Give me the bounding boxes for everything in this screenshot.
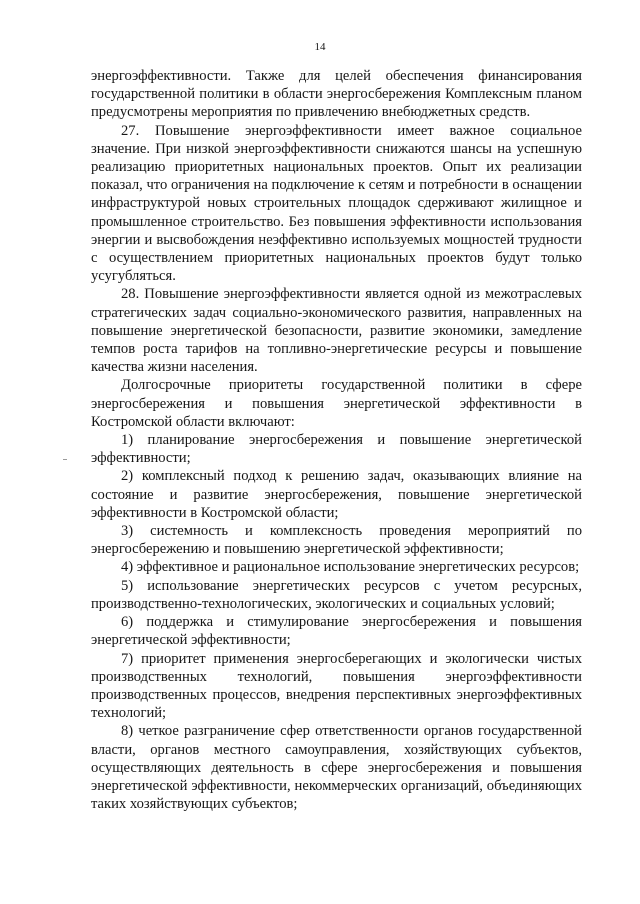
- list-item-5: 5) использование энергетических ресурсов с учетом ресурсных, производственно-технологических, экологических и социальных условий;: [91, 577, 582, 612]
- paragraph-27: 27. Повышение энергоэффективности имеет важное социальное значение. При низкой энергоэффективности снижаются шансы на успешную реализацию приоритетных национальных проектов. Опыт их реализации показал, что ограничения на подключение к сетям и потребности в оснащении инфраструктурой новых строительных площадок сдерживают жилищное и промышленное строительство. Без повышения эффективности использования энергии и высвобождения неэффективно используемых мощностей трудности с осуществлением приоритетных национальных проектов будут только усугубляться.: [91, 122, 582, 285]
- list-item-3: 3) системность и комплексность проведения мероприятий по энергосбережению и повышению энергетической эффективности;: [91, 523, 582, 558]
- list-item-1: 1) планирование энергосбережения и повышение энергетической эффективности;: [91, 432, 582, 467]
- list-item-6: 6) поддержка и стимулирование энергосбережения и повышения энергетической эффективности;: [91, 614, 582, 649]
- paragraph-continuation: энергоэффективности. Также для целей обеспечения финансирования государственной политики в области энергосбережения Комплексным планом предусмотрены мероприятия по привлечению внебюджетных средств.: [91, 68, 582, 121]
- body-text: [91, 67, 582, 813]
- list-item-7: 7) приоритет применения энергосберегающих и экологически чистых производственных технологий, повышения энергоэффективности производственных процессов, внедрения перспективных энергоэффективных технологий;: [91, 650, 582, 722]
- list-item-8: 8) четкое разграничение сфер ответственности органов государственной власти, органов местного самоуправления, хозяйствующих субъектов, осуществляющих деятельность в сфере энергосбережения и повышения энергетической эффективности, некоммерческих организаций, объединяющих таких хозяйствующих субъектов;: [91, 723, 582, 813]
- paragraph-priorities-intro: Долгосрочные приоритеты государственной политики в сфере энергосбережения и повышения энергетической эффективности в Костромской области включают:: [91, 377, 582, 430]
- page-number: 14: [314, 41, 326, 53]
- list-item-4: 4) эффективное и рациональное использование энергетических ресурсов;: [121, 559, 580, 576]
- paragraph-28: 28. Повышение энергоэффективности является одной из межотраслевых стратегических задач социально-экономического развития, направленных на повышение энергетической безопасности, развитие экономики, замедление темпов роста тарифов на топливно-энергетические ресурсы и повышение качества жизни населения.: [91, 286, 582, 376]
- scan-mark: [63, 459, 67, 460]
- list-item-2: 2) комплексный подход к решению задач, оказывающих влияние на состояние и развитие энергосбережения, повышение энергетической эффективности в Костромской области;: [91, 468, 582, 521]
